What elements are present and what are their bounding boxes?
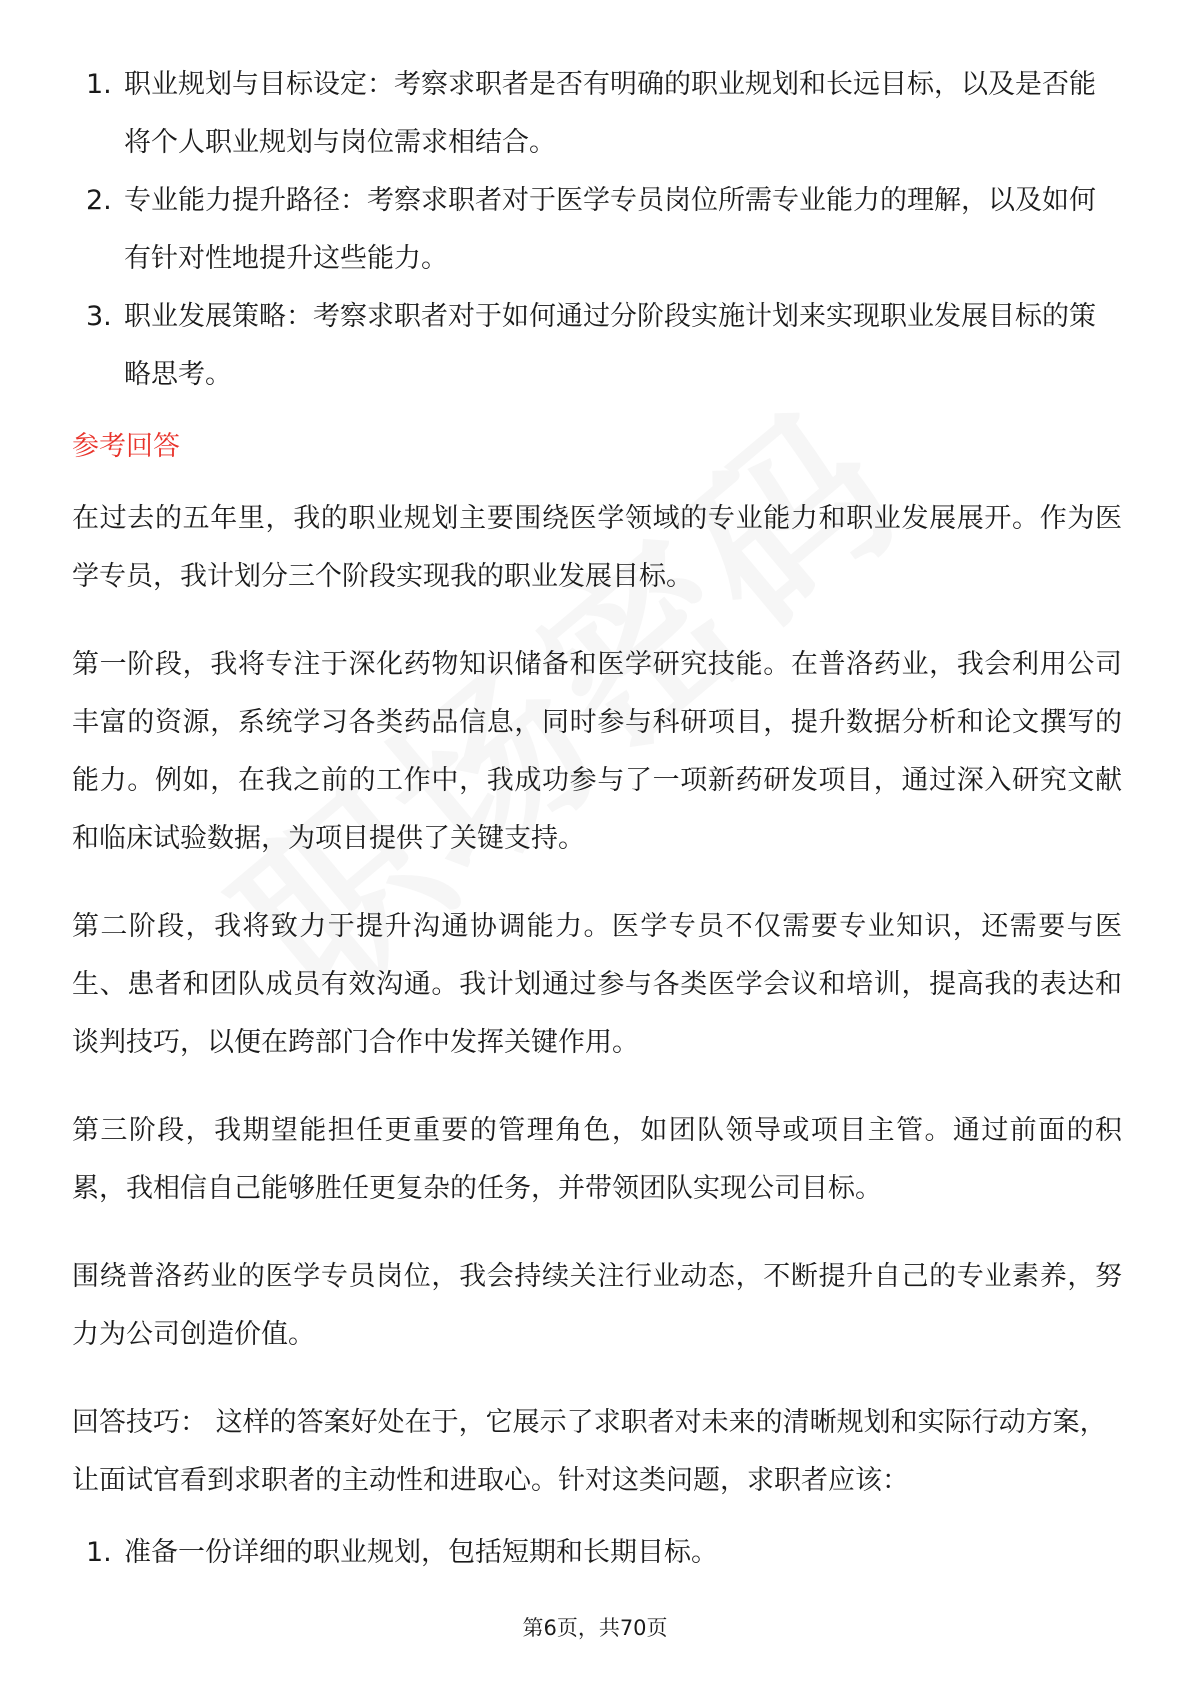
answer-tip: 回答技巧： 这样的答案好处在于，它展示了求职者对未来的清晰规划和实际行动方案，让面试官看到求职者的主动性和进取心。针对这类问题，求职者应该：	[72, 1407, 1107, 1496]
list-item	[72, 172, 1122, 288]
page-footer: 第6页，共70页	[522, 1616, 668, 1640]
paragraph: 在过去的五年里，我的职业规划主要围绕医学领域的专业能力和职业发展展开。作为医学专员，我计划分三个阶段实现我的职业发展目标。	[72, 503, 1122, 592]
list-item-text: 职业规划与目标设定：考察求职者是否有明确的职业规划和长远目标，以及是否能将个人职业规划与岗位需求相结合。	[124, 69, 1096, 158]
list-item-text: 准备一份详细的职业规划，包括短期和长期目标。	[124, 1537, 718, 1568]
list-number: 1.	[86, 69, 112, 100]
paragraph: 第二阶段，我将致力于提升沟通协调能力。医学专员不仅需要专业知识，还需要与医生、患者和团队成员有效沟通。我计划通过参与各类医学会议和培训，提高我的表达和谈判技巧，以便在跨部门合作中发挥关键作用。	[72, 911, 1122, 1058]
list-item	[72, 288, 1122, 404]
list-number: 1.	[86, 1537, 112, 1568]
paragraph: 围绕普洛药业的医学专员岗位，我会持续关注行业动态，不断提升自己的专业素养，努力为公司创造价值。	[72, 1261, 1122, 1350]
paragraph: 第三阶段，我期望能担任更重要的管理角色，如团队领导或项目主管。通过前面的积累，我相信自己能够胜任更复杂的任务，并带领团队实现公司目标。	[72, 1115, 1122, 1204]
list-item-text: 职业发展策略：考察求职者对于如何通过分阶段实施计划来实现职业发展目标的策略思考。	[124, 301, 1096, 390]
list-item	[72, 56, 1122, 172]
list-number: 2.	[86, 185, 112, 216]
tips-list	[72, 1524, 1122, 1582]
reference-answer-heading: 参考回答	[72, 431, 180, 462]
requirements-list	[72, 56, 1122, 404]
list-item	[72, 1524, 1122, 1582]
list-item-text: 专业能力提升路径：考察求职者对于医学专员岗位所需专业能力的理解，以及如何有针对性地提升这些能力。	[124, 185, 1096, 274]
list-number: 3.	[86, 301, 112, 332]
paragraph: 第一阶段，我将专注于深化药物知识储备和医学研究技能。在普洛药业，我会利用公司丰富的资源，系统学习各类药品信息，同时参与科研项目，提升数据分析和论文撰写的能力。例如，在我之前的工作中，我成功参与了一项新药研发项目，通过深入研究文献和临床试验数据，为项目提供了关键支持。	[72, 649, 1122, 854]
document-body	[72, 56, 1122, 1582]
